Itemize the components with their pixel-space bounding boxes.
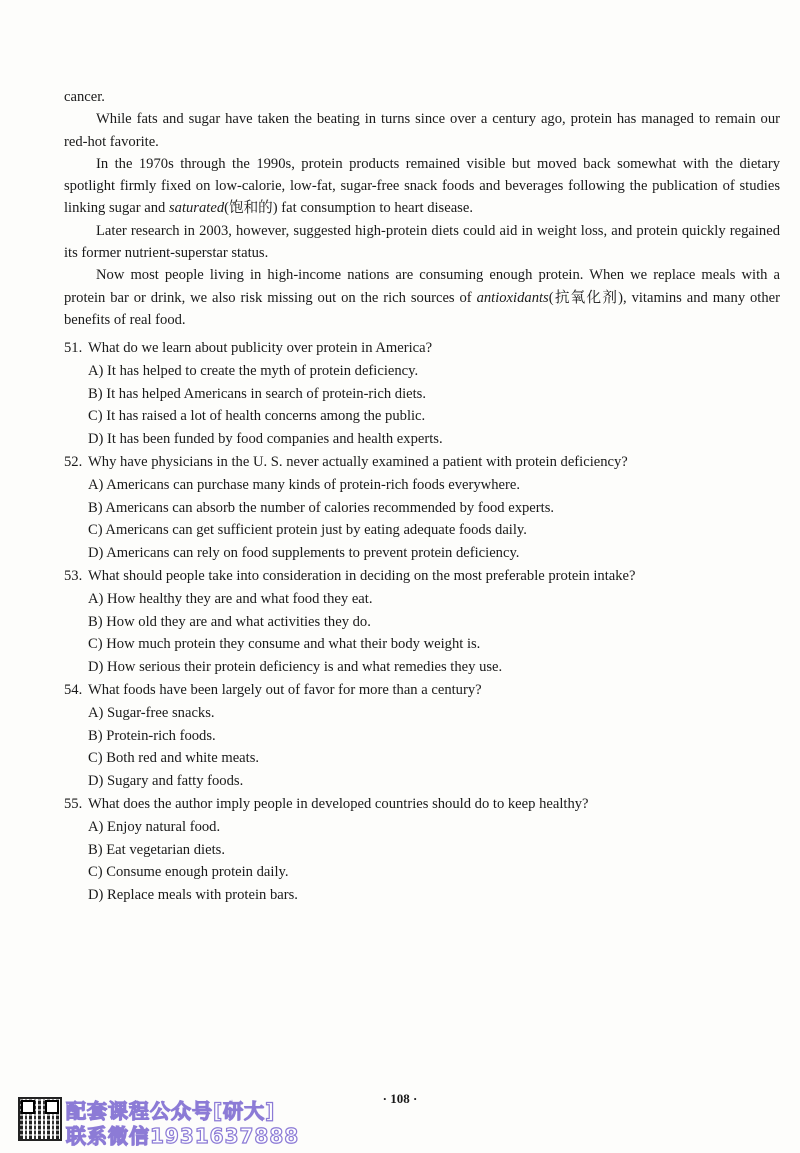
passage-text: In the 1970s through the 1990s, protein products remained visible but moved back somewhat with the dietary spotlight firmly fixed on low-calorie, low-fat, sugar-free snack foods and beverages following the publication of studies linking sugar and xyxy=(64,155,780,217)
passage-text: Now most people living in high-income nations are consuming enough protein. When we replace meals with a protein bar or drink, we also risk missing out on the rich sources of xyxy=(64,267,780,306)
question-number: 54. xyxy=(64,681,83,698)
option-b: B) Americans can absorb the number of calories recommended by food experts. xyxy=(88,499,555,516)
question-number: 55. xyxy=(64,795,83,812)
option-a: A) How healthy they are and what food they eat. xyxy=(88,590,373,607)
option-c: C) Both red and white meats. xyxy=(88,750,260,767)
passage-text: fat consumption to heart disease. xyxy=(277,200,473,217)
question-text: Why have physicians in the U. S. never actually examined a patient with protein deficiency? xyxy=(88,453,628,470)
passage-paragraph-2 xyxy=(64,153,780,220)
option-b: B) Protein-rich foods. xyxy=(88,727,216,744)
question-number: 53. xyxy=(64,567,83,584)
question-text: What does the author imply people in developed countries should do to keep healthy? xyxy=(88,795,589,812)
watermark-line-1: 配套课程公众号[研大] xyxy=(66,1099,276,1123)
passage-paragraph-0: cancer. xyxy=(64,89,105,105)
option-d: D) Replace meals with protein bars. xyxy=(88,887,298,904)
option-a: A) Americans can purchase many kinds of protein-rich foods everywhere. xyxy=(88,476,520,493)
option-a: A) It has helped to create the myth of protein deficiency. xyxy=(88,362,419,379)
option-c: C) Americans can get sufficient protein just by eating adequate foods daily. xyxy=(88,522,527,539)
option-d: D) It has been funded by food companies and health experts. xyxy=(88,431,443,448)
passage-paragraph-4 xyxy=(64,264,780,331)
question-text: What should people take into consideration in deciding on the most preferable protein intake? xyxy=(88,567,636,584)
option-d: D) Americans can rely on food supplements to prevent protein deficiency. xyxy=(88,545,520,562)
question-55 xyxy=(64,793,780,907)
question-54 xyxy=(64,679,780,793)
page-number: · 108 · xyxy=(382,1091,418,1106)
glossary-translation: (抗氧化剂) xyxy=(548,289,624,306)
question-51 xyxy=(64,337,780,451)
option-c: C) Consume enough protein daily. xyxy=(88,864,289,881)
glossary-term: saturated xyxy=(168,200,225,217)
option-a: A) Enjoy natural food. xyxy=(88,818,221,835)
question-text: What foods have been largely out of favor for more than a century? xyxy=(88,681,482,698)
question-number: 51. xyxy=(64,340,83,356)
question-53 xyxy=(64,565,780,679)
watermark-line-2: 联系微信1931637888 xyxy=(66,1124,300,1148)
glossary-translation: (饱和的) xyxy=(224,200,278,217)
question-stem xyxy=(64,565,780,588)
option-d: D) How serious their protein deficiency is and what remedies they use. xyxy=(88,659,503,676)
question-stem xyxy=(64,451,780,474)
option-c: C) How much protein they consume and what their body weight is. xyxy=(88,636,481,653)
glossary-term: antioxidants xyxy=(476,289,549,306)
question-list xyxy=(64,337,780,907)
passage-paragraph-1: While fats and sugar have taken the beating in turns since over a century ago, protein has managed to remain our red-hot favorite. xyxy=(64,111,780,150)
question-stem xyxy=(64,793,780,816)
passage-paragraph-3: Later research in 2003, however, suggested high-protein diets could aid in weight loss, and protein quickly regained its former nutrient-superstar status. xyxy=(64,222,780,262)
passage-text: , vitamins and many other benefits of real food. xyxy=(64,289,780,328)
option-b: B) How old they are and what activities they do. xyxy=(88,613,371,630)
question-text: What do we learn about publicity over protein in America? xyxy=(88,340,433,356)
option-a: A) Sugar-free snacks. xyxy=(88,704,215,721)
reading-passage xyxy=(64,86,780,331)
question-52 xyxy=(64,451,780,565)
question-stem xyxy=(64,337,780,360)
question-number: 52. xyxy=(64,453,83,470)
option-c: C) It has raised a lot of health concerns among the public. xyxy=(88,408,426,425)
option-b: B) It has helped Americans in search of protein-rich diets. xyxy=(88,385,426,402)
option-d: D) Sugary and fatty foods. xyxy=(88,773,244,790)
question-stem xyxy=(64,679,780,702)
option-b: B) Eat vegetarian diets. xyxy=(88,841,225,858)
